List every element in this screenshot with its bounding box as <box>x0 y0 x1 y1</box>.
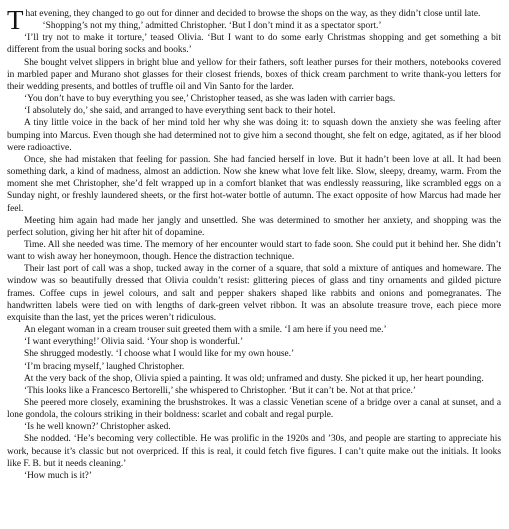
opening-paragraph-text: hat evening, they changed to go out for dinner and decided to browse the shops on the way, as they didn’t close until late. <box>25 9 481 19</box>
paragraph: At the very back of the shop, Olivia spied a painting. It was old; unframed and dusty. She picked it up, her heart pounding. <box>24 373 484 384</box>
paragraph: Their last port of call was a shop, tucked away in the corner of a square, that sold a mixture of antiques and homeware. The window was so beautifully dressed that Olivia couldn’t resist: glittering pieces of glass and tiny ornaments and gilded picture frames. Coffee cups in jewel colours, and salt and pepper shakers shaped like rabbits and onions and pomegranates. The handwritten labels were tied on with lengths of dark-green velvet ribbon. It was an absolute treasure trove, each piece more exquisite than the last, yet the prices weren’t ridiculous. <box>7 264 501 323</box>
paragraph: ‘This looks like a Francesco Bertorelli,’ she whispered to Christopher. ‘But it can’t be. Not at that price.’ <box>24 385 416 396</box>
paragraph: She nodded. ‘He’s becoming very collectible. He was prolific in the 1920s and ’30s, and people are starting to appreciate his work, because it’s classic but not overpriced. If this is real, it could fetch five figures. I can’t quite make out the initials. It looks like F. B. but it needs cleaning.’ <box>7 434 501 469</box>
paragraph: A tiny little voice in the back of her mind told her why she was doing it: to squash down the anxiety she was feeling after bumping into Marcus. Even though she had determined not to give him a second thought, she felt on edge, agitated, as if her blood were radioactive. <box>7 118 501 153</box>
paragraph: Time. All she needed was time. The memory of her encounter would start to fade soon. She could put it behind her. She didn’t want to wish away her honeymoon, though. Hence the distraction technique. <box>7 239 501 263</box>
paragraph: ‘I’m bracing myself,’ laughed Christopher. <box>24 361 185 372</box>
paragraph: ‘Is he well known?’ Christopher asked. <box>24 422 171 433</box>
paragraph: ‘I want everything!’ Olivia said. ‘Your shop is wonderful.’ <box>24 337 244 348</box>
paragraph: She peered more closely, examining the brushstrokes. It was a classic Venetian scene of a bridge over a canal at sunset, and a lone gondola, the colours striking in their boldness: scarlet and cobalt and regal purple. <box>7 398 501 421</box>
drop-cap: T <box>7 5 24 35</box>
paragraph: Meeting him again had made her jangly and unsettled. She was determined to smother her anxiety, and shopping was the perfect solution, giving her hit after hit of dopamine. <box>7 215 501 238</box>
paragraph: ‘How much is it?’ <box>24 470 92 481</box>
paragraph: ‘I’ll try not to make it torture,’ teased Olivia. ‘But I want to do some early Christmas shopping and get something a bit different from the usual boring socks and books.’ <box>7 33 501 56</box>
paragraph: ‘I absolutely do,’ she said, and arranged to have everything sent back to their hotel. <box>24 106 336 117</box>
paragraph: ‘You don’t have to buy everything you see,’ Christopher teased, as she was laden with carrier bags. <box>24 94 396 105</box>
paragraph: ‘Shopping’s not my thing,’ admitted Christopher. ‘But I don’t mind it as a spectator sport.’ <box>42 21 382 32</box>
paragraph: She bought velvet slippers in bright blue and yellow for their fathers, soft leather purses for their mothers, notebooks covered in marbled paper and Murano shot glasses for their closest friends, boxes of thick cream parchment to write thank-you letters for their wedding presents, and bottles of truffle oil and Vin Santo for the larder. <box>7 57 501 92</box>
paragraph: Once, she had mistaken that feeling for passion. She had fancied herself in love. But it hadn’t been love at all. It had been something dark, a kind of madness, almost an addiction. Now she knew what love felt like. Slow, sleepy, dreamy, warm. From the moment she met Christopher, she’d felt wrapped up in a comfort blanket that was endlessly reassuring, like scrambled eggs on a Sunday night, or freshly laundered sheets, or the first hot-water bottle of autumn. The exact opposite of how Marcus had made her feel. <box>7 154 501 214</box>
paragraph: She shrugged modestly. ‘I choose what I would like for my own house.’ <box>24 349 295 360</box>
paragraph: An elegant woman in a cream trouser suit greeted them with a smile. ‘I am here if you need me.’ <box>24 325 387 336</box>
